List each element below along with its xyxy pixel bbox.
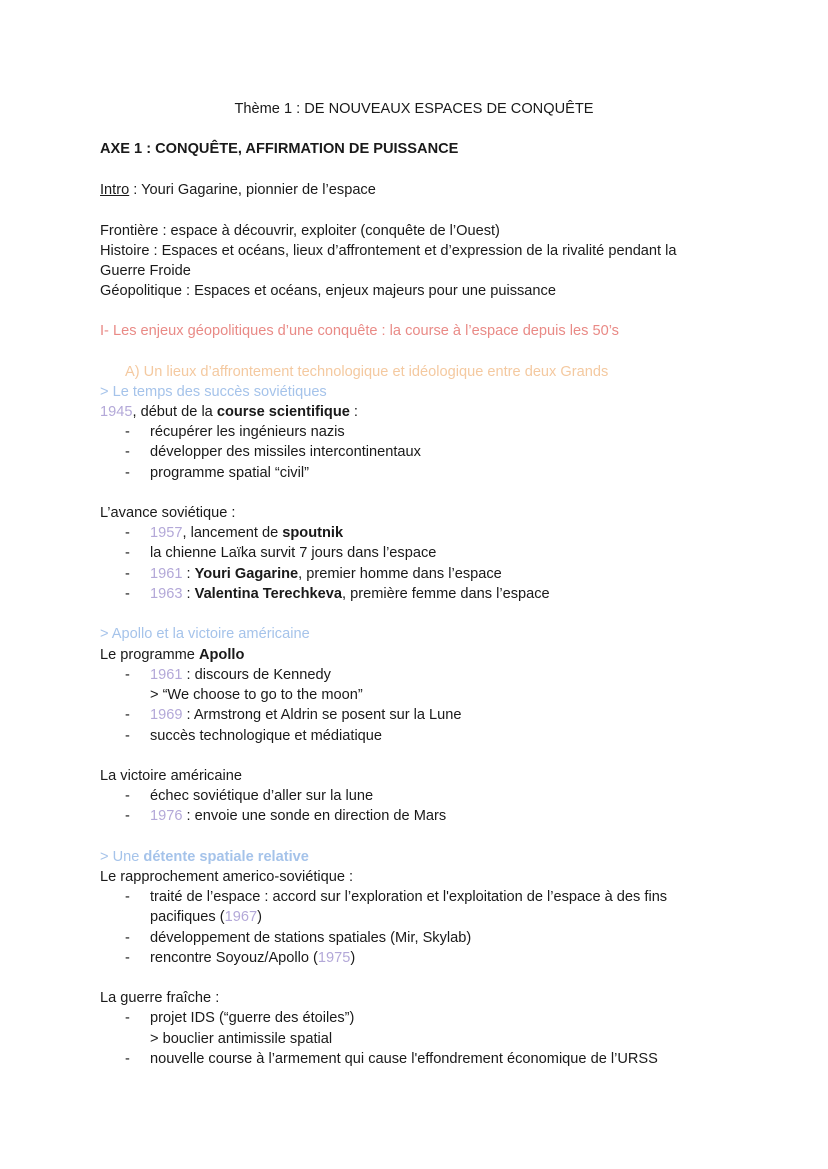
intro-line <box>100 180 376 200</box>
subsection-heading: > Apollo et la victoire américaine <box>100 626 310 642</box>
definition-line: Frontière : espace à découvrir, exploiter (conquête de l’Ouest) <box>100 223 500 239</box>
list-item-continuation: > “We choose to go to the moon” <box>150 687 363 703</box>
section-heading: A) Un lieux d’affrontement technologique et idéologique entre deux Grands <box>125 364 609 380</box>
paragraph-label: La guerre fraîche : <box>100 990 220 1006</box>
list-item-continuation: pacifiques (1967) <box>150 909 262 925</box>
list-item-continuation: > bouclier antimissile spatial <box>150 1031 333 1047</box>
definition-line: Histoire : Espaces et océans, lieux d’affrontement et d’expression de la rivalité pendant la <box>100 243 677 259</box>
date: 1957 <box>150 525 183 541</box>
date: 1961 <box>150 566 183 582</box>
intro-text: : Youri Gagarine, pionnier de l’espace <box>129 182 376 198</box>
paragraph-label: L’avance soviétique : <box>100 505 236 521</box>
subsection-heading: > Le temps des succès soviétiques <box>100 384 327 400</box>
paragraph-line: 1945, début de la course scientifique : <box>100 404 358 420</box>
page-title: Thème 1 : DE NOUVEAUX ESPACES DE CONQUÊTE <box>234 101 594 117</box>
definition-line: Guerre Froide <box>100 263 191 279</box>
paragraph-label: La victoire américaine <box>100 768 242 784</box>
date: 1963 <box>150 586 183 602</box>
paragraph-line: Le programme Apollo <box>100 647 245 663</box>
intro-label: Intro <box>100 182 130 198</box>
subsection-heading: > Une détente spatiale relative <box>100 849 309 865</box>
paragraph-label: Le rapprochement americo-soviétique : <box>100 869 354 885</box>
document-page: Thème 1 : DE NOUVEAUX ESPACES DE CONQUÊTE AXE 1 : CONQUÊTE, AFFIRMATION DE PUISSANCE Intro : Youri Gagarine, pionnier de l’espace Frontière : espace à découvrir, exploiter (conquête de l’Ouest) Histoire : Espaces et océans, lieux d’affrontement et d’expression de la rivalité pendant la Guerre Froide Géopolitique : Espaces et océans, enjeux majeurs pour une puissance I- Les enjeux géopolitiques d’une conquête : la course à l’espace depuis les 50’s A) Un lieux d’affrontement technologique et idéologique entre deux Grands > Le temps des succès soviétiques 1945, début de la course scientifique : - récupérer les ingénieurs nazis - développer des missiles intercontinentaux - programme spatial “civil” L’avance soviétique : - 1957, lancement de spoutnik - la chienne Laïka survit 7 jours dans l’espace - 1961 : Youri Gagarine, premier homme dans l’espace - 1963 : Valentina Terechkeva, première femme dans l’espace > Apollo et la victoire américaine Le programme Apollo - 1961 : discours de Kennedy > “We choose to go to the moon” - 1969 : Armstrong et Aldrin se posent sur la Lune - succès technologique et médiatique La victoire américaine - échec soviétique d’aller sur la lune - 1976 : envoie une sonde en direction de Mars > Une détente spatiale relative Le rapprochement americo-soviétique : - traité de l’espace : accord sur l’exploration et l'exploitation de l’espace à des fins pacifiques (1967) - développement de stations spatiales (Mir, Skylab) - rencontre Soyouz/Apollo (1975) La guerre fraîche : - projet IDS (“guerre des étoiles”) > bouclier antimissile spatial - nouvelle course à l’armement qui cause l'effondrement économique de l’URSS <box>0 0 828 1169</box>
part-heading: I- Les enjeux géopolitiques d’une conquête : la course à l’espace depuis les 50’s <box>100 323 619 339</box>
date: 1976 <box>150 808 183 824</box>
date: 1975 <box>317 950 351 966</box>
definition-line: Géopolitique : Espaces et océans, enjeux majeurs pour une puissance <box>100 283 556 299</box>
axe-heading: AXE 1 : CONQUÊTE, AFFIRMATION DE PUISSANCE <box>100 141 459 157</box>
date: 1969 <box>150 707 183 723</box>
date: 1945 <box>100 404 133 420</box>
date: 1961 <box>150 667 183 683</box>
date: 1967 <box>224 909 258 925</box>
